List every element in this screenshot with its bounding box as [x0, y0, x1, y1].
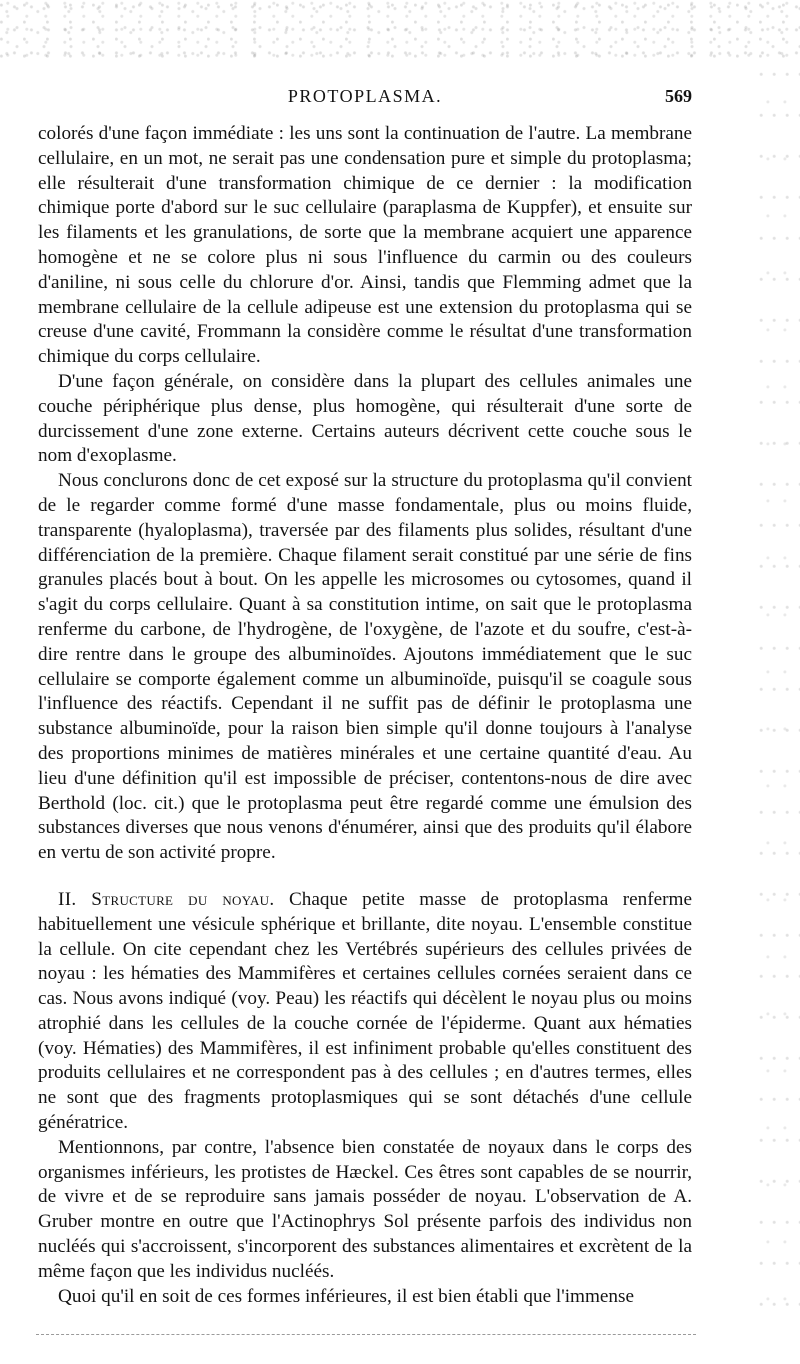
running-title: PROTOPLASMA. — [287, 86, 443, 106]
paragraph-3: Nous conclurons donc de cet exposé sur la structure du protoplasma qu'il convient de le regarder comme formé d'une masse fondamentale, plus ou moins fluide, transparente (hyaloplasma), traversée par des filaments plus solides, résultant d'une différenciation de la première. Chaque filament serait constitué par une série de fins granules placés bout à bout. On les appelle les microsomes ou cytosomes, quand il s'agit du corps cellulaire. Quant à sa constitution intime, on sait que le protoplasma renferme du carbone, de l'hydrogène, de l'oxygène, de l'azote et du soufre, c'est-à-dire rentre dans le groupe des albuminoïdes. Ajoutons immédiatement que le suc cellulaire se comporte également comme un albuminoïde, puisqu'il se coagule sous l'influence des réactifs. Cependant il ne suffit pas de définir le protoplasma une substance albuminoïde, pour la raison bien simple qu'il donne toujours à l'analyse des proportions minimes de matières minérales et une certaine quantité d'eau. Au lieu d'une définition qu'il est impossible de préciser, contentons-nous de dire avec Berthold (loc. cit.) que le protoplasma peut être regardé comme une émulsion des substances diverses que nous venons d'énumérer, ainsi que des produits qu'il élabore en vertu de son activité propre. — [38, 470, 692, 864]
paragraph-2: D'une façon générale, on considère dans la plupart des cellules animales une couche périphérique plus dense, plus homogène, qui résulterait d'une sorte de durcissement d'une zone externe. Certains auteurs décrivent cette couche sous le nom d'exoplasme. — [38, 370, 692, 467]
paragraph-4-text: Chaque petite masse de protoplasma renferme habituellement une vésicule sphérique et brillante, dite noyau. L'ensemble constitue la cellule. On cite cependant chez les Vertébrés supérieurs des cellules privées de noyau : les hématies des Mammifères et certaines cellules cornées seraient dans ce cas. Nous avons indiqué (voy. Peau) les réactifs qui décèlent le noyau plus ou moins atrophié dans les cellules de la couche cornée de l'épiderme. Quant aux hématies (voy. Hématies) des Mammifères, il est infiniment probable qu'elles constituent des produits cellulaires et ne correspondent pas à des cellules ; en d'autres termes, elles ne sont que des fragments protoplasmiques qui se sont détachés d'une cellule génératrice. — [38, 888, 693, 1134]
page-number: 569 — [665, 86, 692, 106]
paragraph-4 — [38, 888, 692, 1136]
body-text — [38, 122, 692, 1309]
page-header — [38, 86, 692, 116]
section-gap — [38, 866, 692, 888]
footer-dashed-rule — [36, 1334, 696, 1335]
scan-noise-top — [0, 0, 800, 62]
paragraph-6: Quoi qu'il en soit de ces formes inférieures, il est bien établi que l'immense — [58, 1285, 634, 1307]
paragraph-1: colorés d'une façon immédiate : les uns sont la continuation de l'autre. La membrane cellulaire, en un mot, ne serait pas une condensation pure et simple du protoplasma; elle résulterait d'une transformation chimique de ce dernier : la modification chimique porte d'abord sur le suc cellulaire (paraplasma de Kuppfer), et ensuite sur les filaments et les granulations, de sorte que la membrane acquiert une apparence homogène et ne se colore plus ni sous l'influence du carmin ou des couleurs d'aniline, ni sous celle du chlorure d'or. Ainsi, tandis que Flemming admet que la membrane cellulaire de la cellule adipeuse est une extension du protoplasma qui se creuse d'une cavité, Frommann la considère comme le résultat d'une transformation chimique du corps cellulaire. — [38, 123, 692, 368]
section-heading: II. Structure du noyau. — [58, 888, 275, 910]
scan-noise-right-margin — [756, 62, 800, 1312]
paragraph-5: Mentionnons, par contre, l'absence bien constatée de noyaux dans le corps des organismes inférieurs, les protistes de Hæckel. Ces êtres sont capables de se nourrir, de vivre et de se reproduire sans jamais posséder de noyau. L'observation de A. Gruber montre en outre que l'Actinophrys Sol présente parfois des individus non nucléés qui s'accroissent, s'incorporent des substances alimentaires et excrètent de la même façon que les individus nucléés. — [38, 1136, 692, 1282]
